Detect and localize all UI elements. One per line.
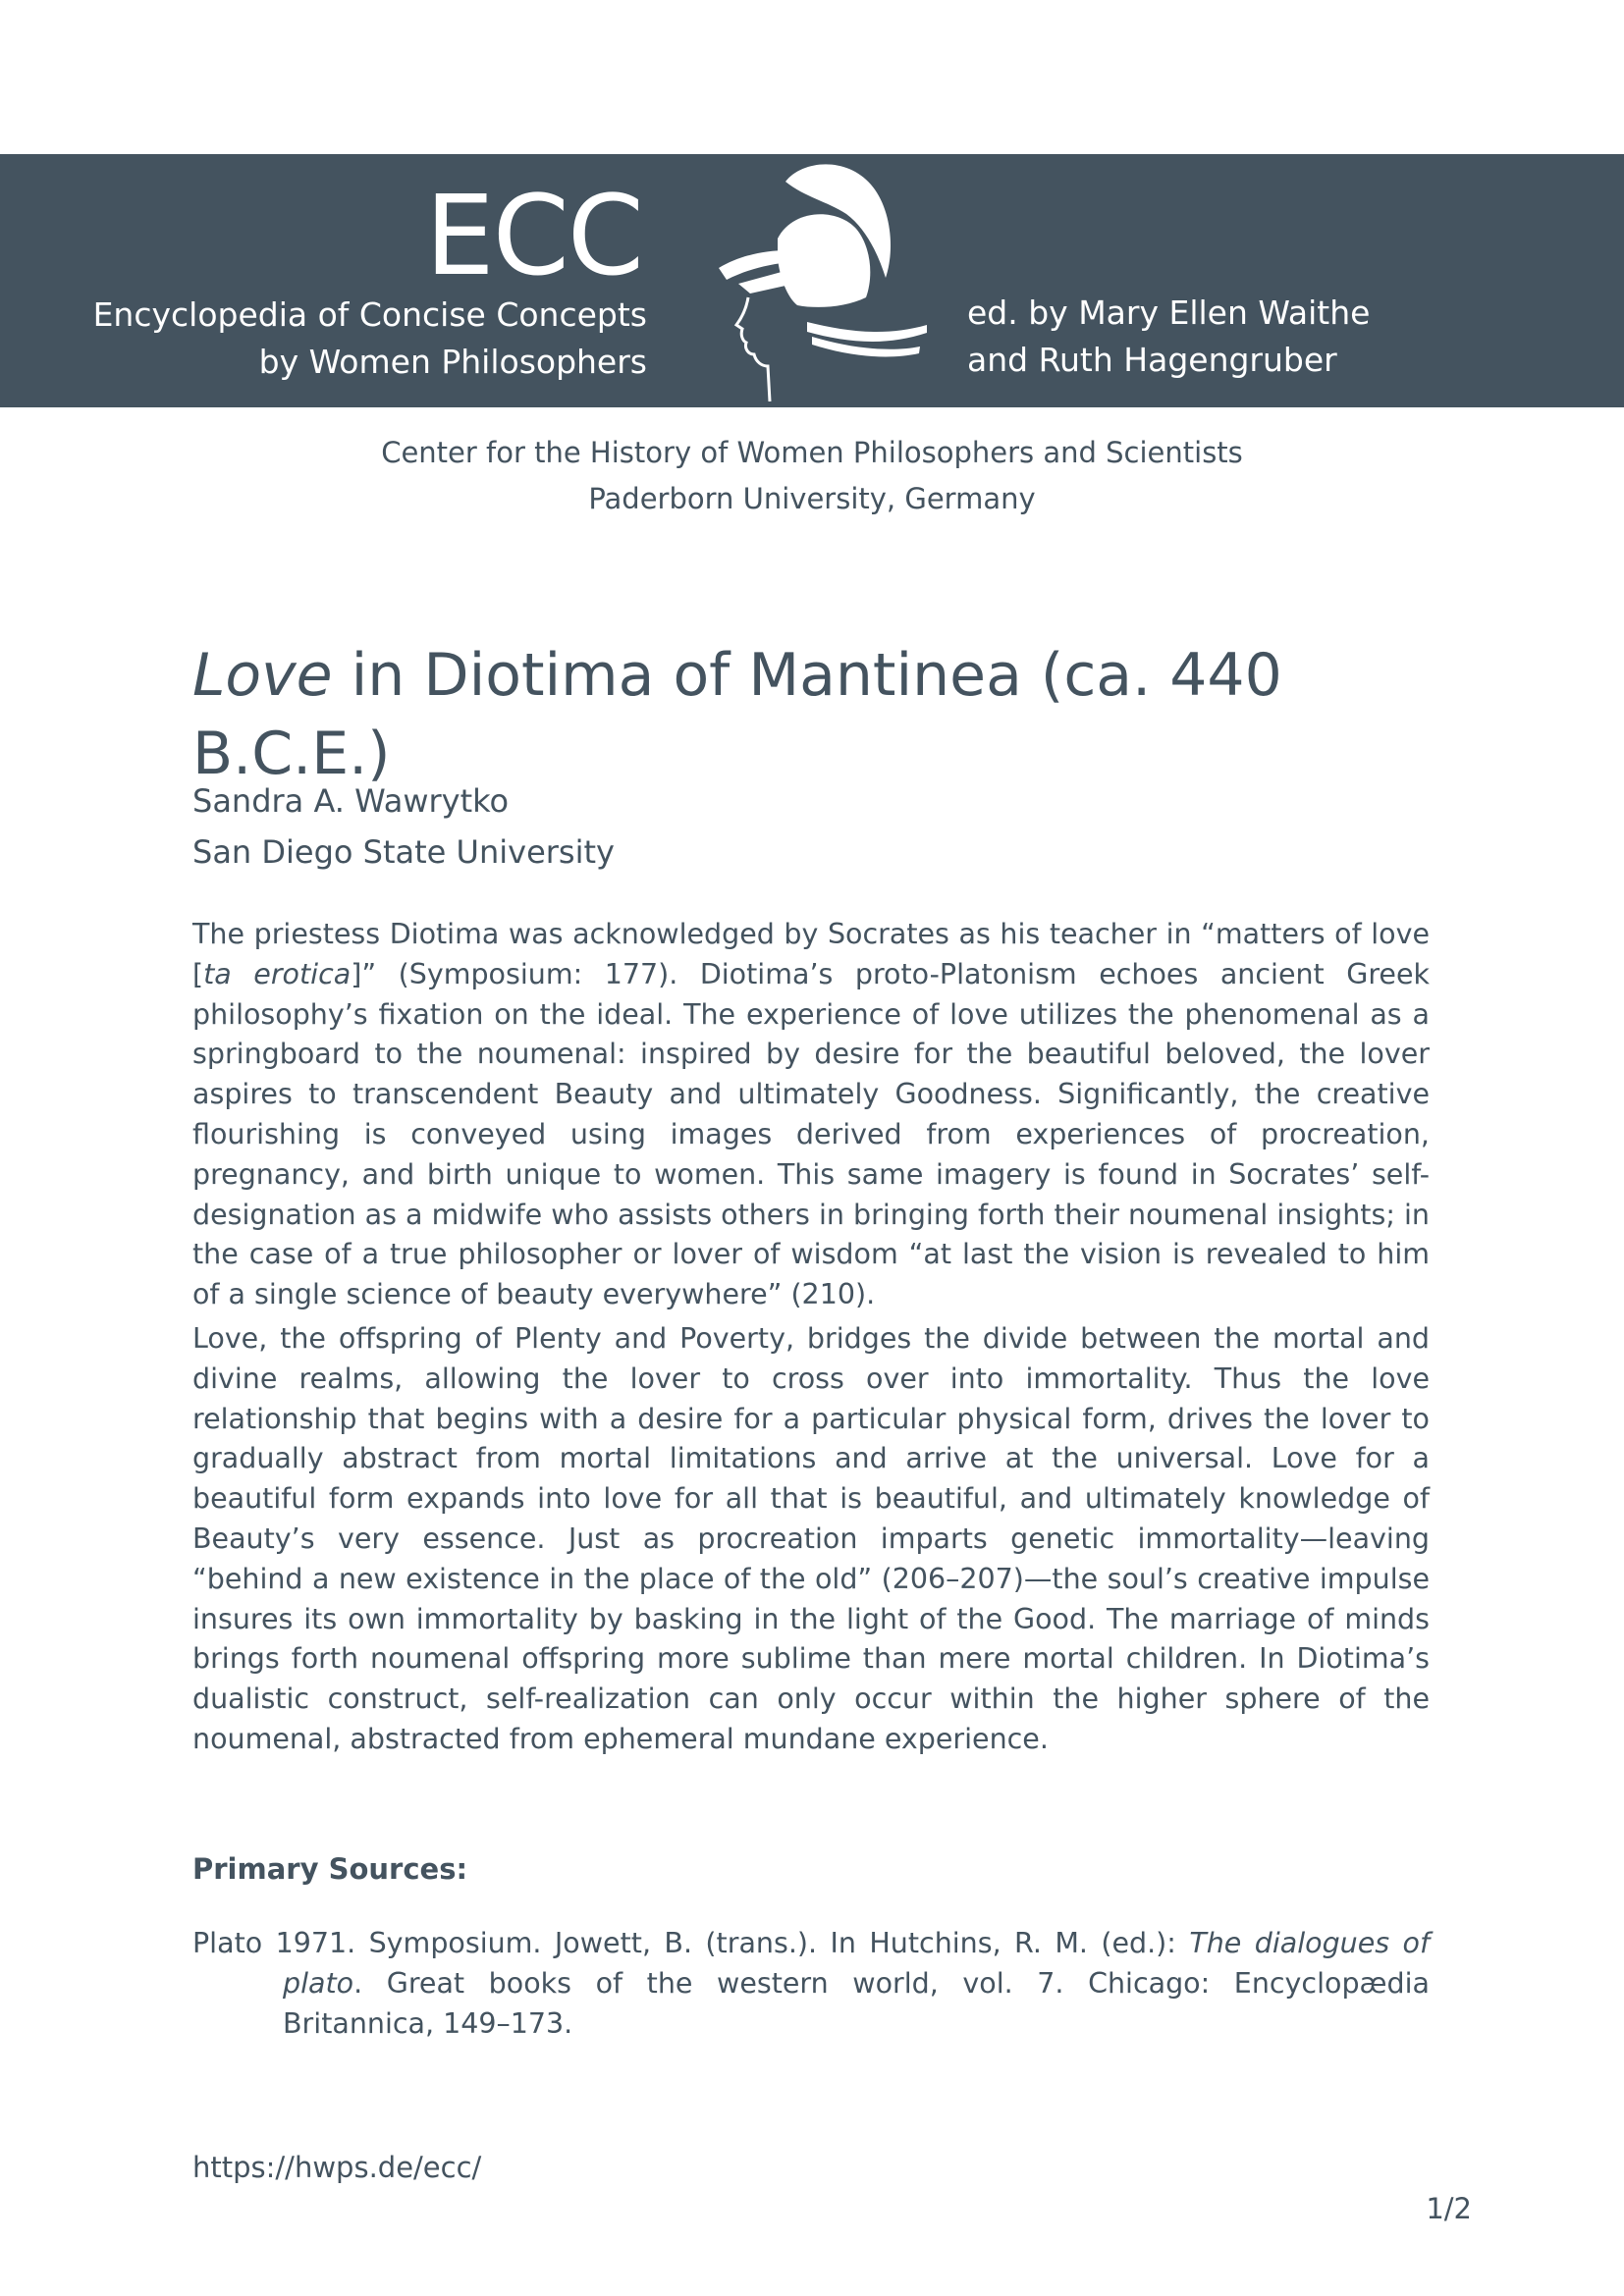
- athena-helmet-icon: [709, 160, 927, 401]
- paragraph-1-part-a: The priestess Diotima was acknowledged by Socrates as his teacher in “matters of love [: [192, 918, 1430, 990]
- paragraph-1: [192, 915, 1430, 1315]
- page-number: 1/2: [1426, 2192, 1472, 2225]
- editors: [967, 290, 1370, 384]
- header-banner: [0, 154, 1624, 407]
- primary-sources-heading: Primary Sources:: [192, 1852, 468, 1886]
- encyclopedia-title: [93, 292, 647, 386]
- editors-line2: and Ruth Hagengruber: [967, 341, 1337, 379]
- institution-name: Center for the History of Women Philosophers and Scientists: [381, 436, 1243, 469]
- paragraph-1-italic: ta erotica: [203, 957, 352, 990]
- author-affiliation: San Diego State University: [192, 833, 615, 871]
- article-body: [192, 915, 1430, 1764]
- reference-entry: [192, 1924, 1430, 2044]
- ecc-acronym: ECC: [424, 173, 642, 300]
- author-name: Sandra A. Wawrytko: [192, 782, 510, 820]
- reference-part-a: Plato 1971. Symposium. Jowett, B. (trans.). In Hutchins, R. M. (ed.):: [192, 1927, 1190, 1959]
- article-title-rest: in Diotima of Mantinea (ca. 440 B.C.E.): [192, 641, 1282, 788]
- reference-italic-title: The dialogues of plato: [283, 1927, 1430, 2000]
- encyclopedia-title-line2: by Women Philosophers: [258, 343, 647, 381]
- author-block: [192, 775, 1430, 878]
- institution-location: Paderborn University, Germany: [588, 482, 1036, 515]
- footer-url-link[interactable]: https://hwps.de/ecc/: [192, 2151, 482, 2184]
- institution-block: [0, 430, 1624, 522]
- editors-line1: ed. by Mary Ellen Waithe: [967, 294, 1371, 332]
- paragraph-2: Love, the offspring of Plenty and Poverty, bridges the divide between the mortal and divine realms, allowing the lover to cross over into immortality. Thus the love relationship that begins with a desire for a particular physical form, drives the lover to gradually abstract from mortal limitations and arrive at the universal. Love for a beautiful form expands into love for all that is beautiful, and ultimately knowledge of Beauty’s very essence. Just as procreation imparts genetic immortality—leaving “behind a new existence in the place of the old” (206–207)—the soul’s creative impulse insures its own immortality by basking in the light of the Good. The marriage of minds brings forth noumenal offspring more sublime than mere mortal children. In Diotima’s dualistic construct, self-realization can only occur within the higher sphere of the noumenal, abstracted from ephemeral mundane experience.: [192, 1321, 1430, 1755]
- article-title-italic: Love: [192, 641, 333, 710]
- encyclopedia-title-line1: Encyclopedia of Concise Concepts: [92, 295, 647, 334]
- paragraph-1-part-b: ]” (Symposium: 177). Diotima’s proto-Platonism echoes ancient Greek philosophy’s fixation on the ideal. The experience of love utilizes the phenomenal as a springboard to the noumenal: inspired by desire for the beautiful beloved, the lover aspires to transcendent Beauty and ultimately Goodness. Significantly, the creative flourishing is conveyed using images derived from experiences of procreation, pregnancy, and birth unique to women. This same imagery is found in Socrates’ self-designation as a midwife who assists others in bringing forth their noumenal insights; in the case of a true philosopher or lover of wisdom “at last the vision is revealed to him of a single science of beauty everywhere” (210).: [192, 957, 1430, 1311]
- reference-part-b: . Great books of the western world, vol. 7. Chicago: Encyclopædia Britannica, 149–173.: [283, 1966, 1430, 2040]
- article-title: [192, 636, 1430, 793]
